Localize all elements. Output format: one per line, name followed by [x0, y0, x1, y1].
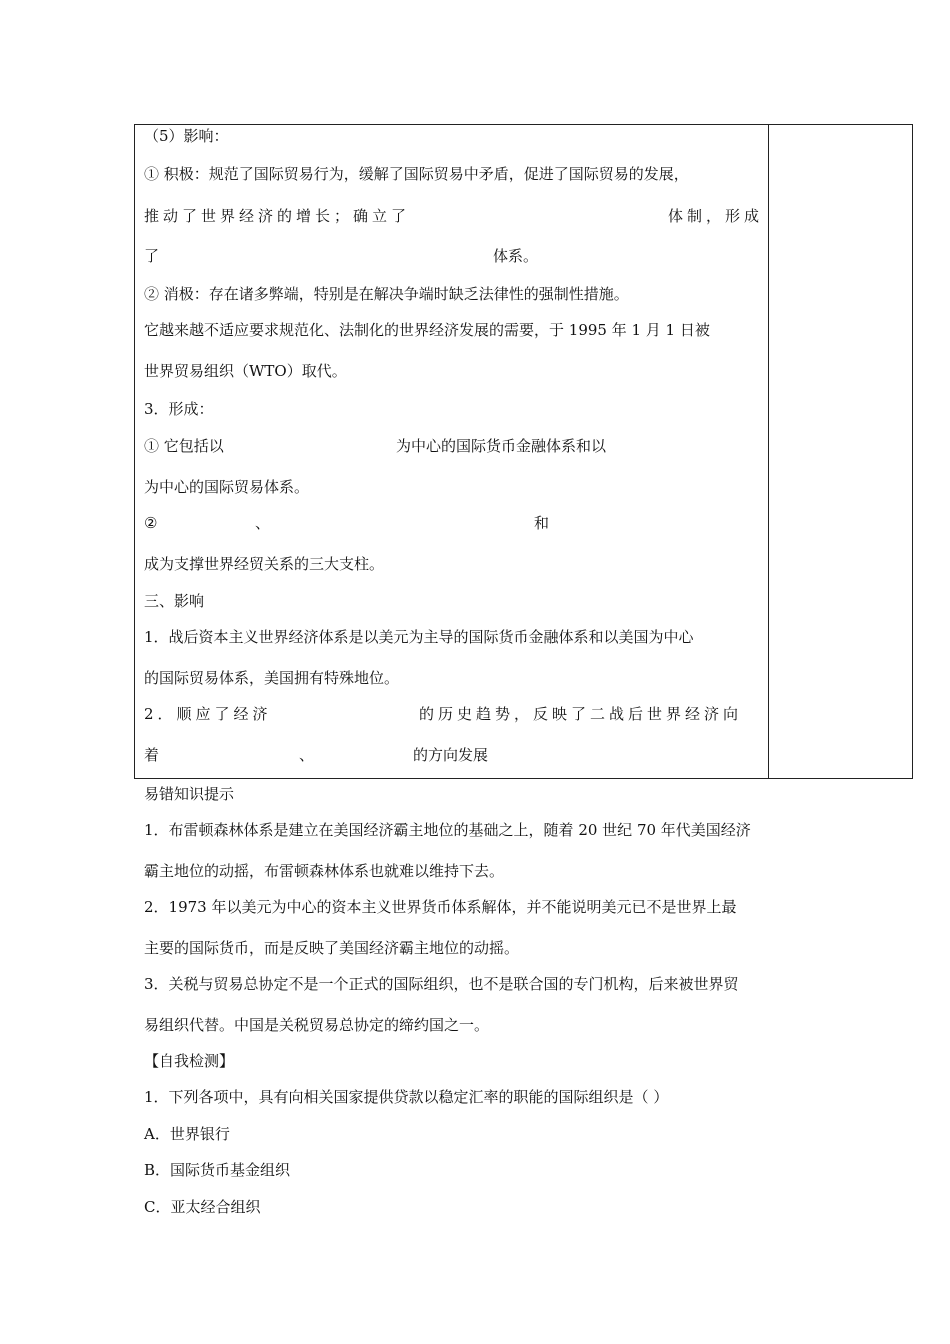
pillars-line-marker: ② — [144, 514, 158, 532]
self-test-title: 【自我检测】 — [144, 1052, 235, 1070]
influence-line4-comma: 、 — [299, 746, 315, 764]
influence-line3-end: 的历史趋势，反映了二战后世界经济向 — [419, 705, 743, 723]
section-impact-heading: （5）影响： — [144, 127, 229, 145]
tip-1-line1: 1．布雷顿森林体系是建立在美国经济霸主地位的基础之上，随着 20 世纪 70 年代美国经济 — [144, 821, 751, 839]
table-column-divider — [768, 124, 769, 779]
influence-line4: 着 — [144, 746, 160, 764]
positive-impact-line3-end: 体系。 — [493, 247, 539, 265]
positive-impact-line2: 推动了世界经济的增长；确立了 — [144, 207, 411, 225]
option-b: B．国际货币基金组织 — [144, 1161, 291, 1179]
influence-heading: 三、影响 — [144, 592, 205, 610]
pillars-line2: 成为支撑世界经贸关系的三大支柱。 — [144, 555, 385, 573]
replacement-line2: 世界贸易组织（WTO）取代。 — [144, 362, 347, 380]
formation-line1: ① 它包括以 — [144, 437, 224, 455]
influence-line1: 1．战后资本主义世界经济体系是以美元为主导的国际货币金融体系和以美国为中心 — [144, 628, 694, 646]
tip-2-line1: 2．1973 年以美元为中心的资本主义世界货币体系解体，并不能说明美元已不是世界上最 — [144, 898, 737, 916]
influence-line2: 的国际贸易体系，美国拥有特殊地位。 — [144, 669, 400, 687]
option-c: C．亚太经合组织 — [144, 1198, 261, 1216]
formation-heading: 3．形成： — [144, 400, 214, 418]
positive-impact-line1: ① 积极：规范了国际贸易行为，缓解了国际贸易中矛盾，促进了国际贸易的发展， — [144, 165, 689, 183]
positive-impact-line3: 了 — [144, 247, 160, 265]
formation-line1-end: 为中心的国际货币金融体系和以 — [396, 437, 607, 455]
tip-2-line2: 主要的国际货币，而是反映了美国经济霸主地位的动摇。 — [144, 939, 520, 957]
pillars-line-and: 和 — [534, 514, 550, 532]
option-a: A．世界银行 — [144, 1125, 230, 1143]
replacement-line1: 它越来越不适应要求规范化、法制化的世界经济发展的需要，于 1995 年 1 月 1 日被 — [144, 321, 710, 339]
influence-line3: 2．顺应了经济 — [144, 705, 272, 723]
question-1: 1．下列各项中，具有向相关国家提供贷款以稳定汇率的职能的国际组织是（ ） — [144, 1088, 669, 1106]
tip-3-line1: 3．关税与贸易总协定不是一个正式的国际组织，也不是联合国的专门机构，后来被世界贸 — [144, 975, 739, 993]
influence-line4-end: 的方向发展 — [413, 746, 489, 764]
tips-title: 易错知识提示 — [144, 785, 235, 803]
tip-1-line2: 霸主地位的动摇，布雷顿森林体系也就难以维持下去。 — [144, 862, 505, 880]
positive-impact-line2-end: 体制，形成 — [668, 207, 764, 225]
negative-impact-line: ② 消极：存在诸多弊端，特别是在解决争端时缺乏法律性的强制性措施。 — [144, 285, 629, 303]
formation-line2: 为中心的国际贸易体系。 — [144, 478, 310, 496]
tip-3-line2: 易组织代替。中国是关税贸易总协定的缔约国之一。 — [144, 1016, 490, 1034]
pillars-line-comma: 、 — [255, 514, 271, 532]
